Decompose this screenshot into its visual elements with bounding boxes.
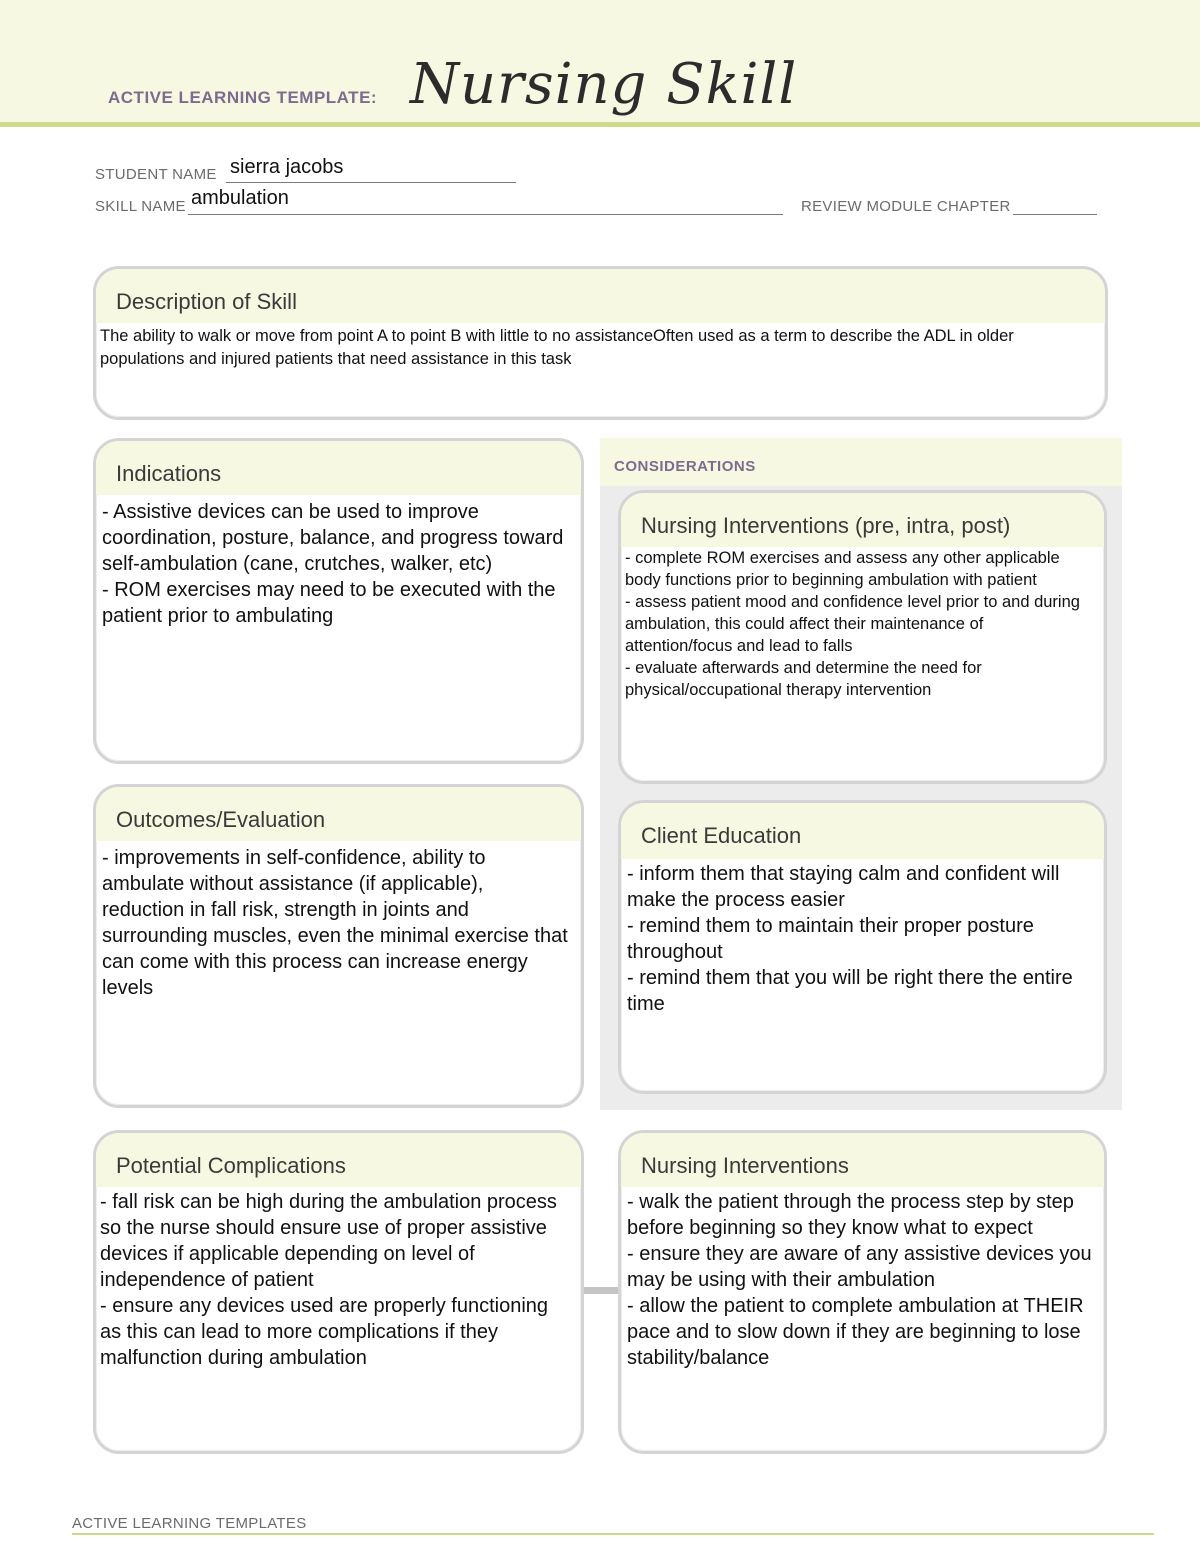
- nursing-interventions-pip-heading: Nursing Interventions (pre, intra, post): [621, 493, 1104, 547]
- indications-heading: Indications: [96, 441, 581, 495]
- outcomes-heading: Outcomes/Evaluation: [96, 787, 581, 841]
- skill-name-value[interactable]: ambulation: [191, 187, 289, 209]
- template-label: ACTIVE LEARNING TEMPLATE:: [108, 88, 378, 107]
- header-rule: [0, 122, 1200, 127]
- footer-text: ACTIVE LEARNING TEMPLATES: [72, 1515, 307, 1532]
- client-education-body: - inform them that staying calm and confident will make the process easier - remind them to maintain their proper posture throughout - remind them that you will be right there the entire time: [627, 863, 1073, 1015]
- complications-box: [93, 1130, 584, 1454]
- student-name-value[interactable]: sierra jacobs: [230, 156, 344, 178]
- considerations-label: CONSIDERATIONS: [614, 458, 756, 475]
- outcomes-box: [93, 784, 584, 1108]
- skill-name-line: [188, 214, 783, 215]
- nursing-interventions-pip-body: - complete ROM exercises and assess any other applicable body functions prior to beginning ambulation with patient - assess patient mood and confidence level prior to and during ambulation, this could affect their maintenance of attention/focus and lead to falls - evaluate afterwards and determine the need for physical/occupational therapy intervention: [625, 549, 1080, 699]
- box-connector: [582, 1287, 620, 1294]
- nursing-interventions-heading: Nursing Interventions: [621, 1133, 1104, 1187]
- complications-body: - fall risk can be high during the ambulation process so the nurse should ensure use of proper assistive devices if applicable depending on level of independence of patient - ensure any devices used are properly functioning as this can lead to more complications if they malfunction during ambulation: [100, 1191, 557, 1369]
- footer-rule: [72, 1533, 1154, 1535]
- indications-box: [93, 438, 584, 764]
- description-body: The ability to walk or move from point A to point B with little to no assistanceOften used as a term to describe the ADL in older populations and injured patients that need assistance in this task: [100, 327, 1014, 368]
- indications-body: - Assistive devices can be used to improve coordination, posture, balance, and progress toward self-ambulation (cane, crutches, walker, etc) - ROM exercises may need to be executed with the patient prior to ambulating: [102, 501, 564, 627]
- client-education-box: [618, 800, 1107, 1094]
- description-box: [93, 266, 1108, 420]
- description-heading: Description of Skill: [96, 269, 1105, 323]
- nursing-interventions-pip-box: [618, 490, 1107, 784]
- review-module-line[interactable]: [1013, 214, 1097, 215]
- student-name-label: STUDENT NAME: [95, 166, 217, 183]
- outcomes-body: - improvements in self-confidence, ability to ambulate without assistance (if applicable), reduction in fall risk, strength in joints and surrounding muscles, even the minimal exercise that can come with this process can increase energy levels: [102, 847, 568, 999]
- nursing-interventions-body: - walk the patient through the process step by step before beginning so they know what to expect - ensure they are aware of any assistive devices you may be using with their ambulation - allow the patient to complete ambulation at THEIR pace and to slow down if they are beginning to lose stability/balance: [627, 1191, 1092, 1369]
- review-module-label: REVIEW MODULE CHAPTER: [801, 198, 1011, 215]
- student-name-line: [226, 182, 516, 183]
- skill-name-label: SKILL NAME: [95, 198, 186, 215]
- nursing-interventions-box: [618, 1130, 1107, 1454]
- page-title: Nursing Skill: [410, 52, 798, 117]
- complications-heading: Potential Complications: [96, 1133, 581, 1187]
- client-education-heading: Client Education: [621, 803, 1104, 859]
